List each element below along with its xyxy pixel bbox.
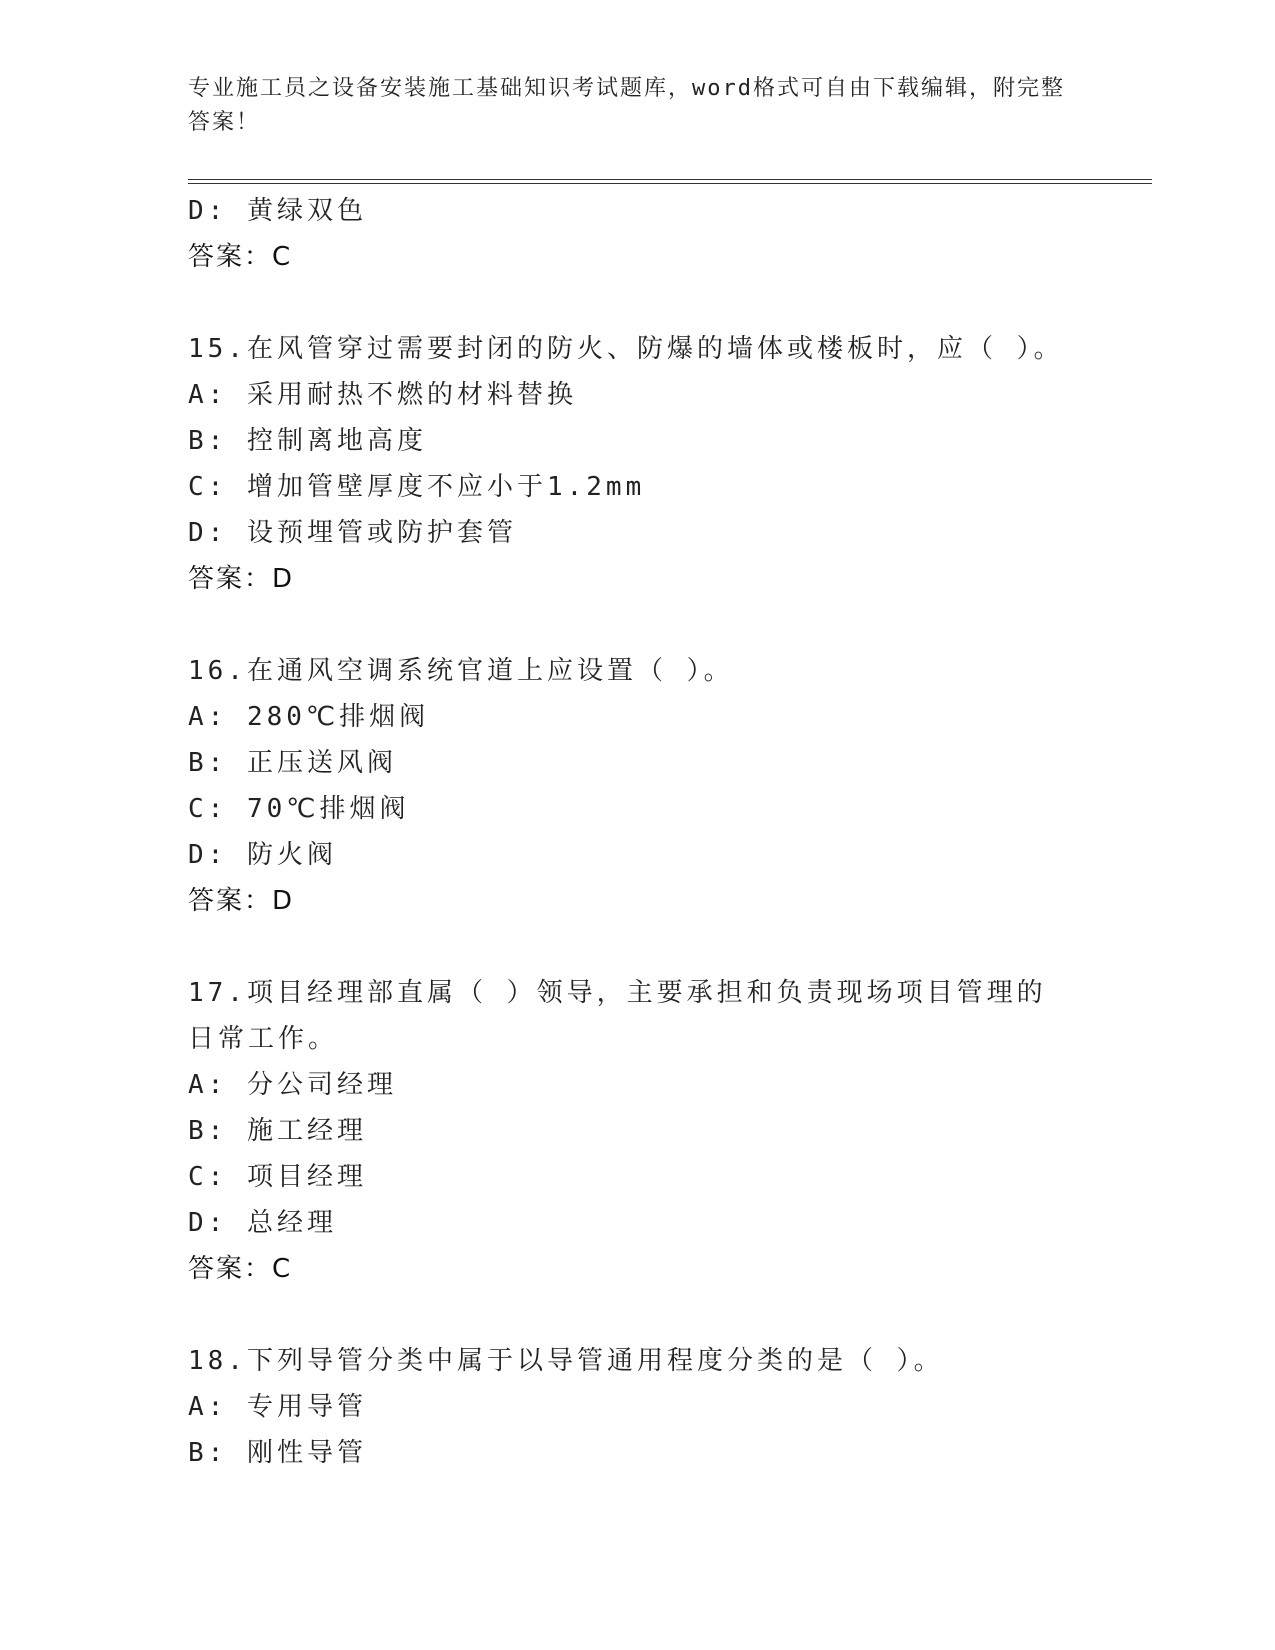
option-b: B: 控制离地高度 (188, 426, 427, 456)
option-d: D: 设预埋管或防护套管 (188, 518, 517, 548)
question-stem: 18.下列导管分类中属于以导管通用程度分类的是（ ）。 (188, 1346, 944, 1376)
option-a: A: 分公司经理 (188, 1070, 397, 1100)
answer-line: 答案：D (188, 886, 295, 916)
spacer (188, 602, 1088, 648)
option-d: D: 黄绿双色 (188, 196, 367, 226)
answer-line: 答案：C (188, 1254, 293, 1284)
header-rule-top (188, 179, 1152, 180)
answer-line: 答案：C (188, 242, 293, 272)
spacer (188, 280, 1088, 326)
option-a: A: 专用导管 (188, 1392, 367, 1422)
option-b: B: 施工经理 (188, 1116, 367, 1146)
option-c: C: 70℃排烟阀 (188, 794, 410, 824)
option-b: B: 刚性导管 (188, 1438, 367, 1468)
option-a: A: 280℃排烟阀 (188, 702, 430, 732)
spacer (188, 1292, 1088, 1338)
option-a: A: 采用耐热不燃的材料替换 (188, 380, 577, 410)
question-stem: 17.项目经理部直属（ ）领导，主要承担和负责现场项目管理的日常工作。 (188, 978, 1047, 1054)
question-stem: 16.在通风空调系统官道上应设置（ ）。 (188, 656, 734, 686)
spacer (188, 924, 1088, 970)
option-c: C: 项目经理 (188, 1162, 367, 1192)
question-15 (188, 326, 1088, 602)
option-b: B: 正压送风阀 (188, 748, 397, 778)
question-17 (188, 970, 1088, 1292)
question-list (188, 188, 1088, 1476)
question-16 (188, 648, 1088, 924)
question-stem: 15.在风管穿过需要封闭的防火、防爆的墙体或楼板时，应（ ）。 (188, 334, 1064, 364)
option-c: C: 增加管壁厚度不应小于1.2mm (188, 472, 646, 502)
header-rule-bottom (188, 183, 1152, 184)
option-d: D: 总经理 (188, 1208, 337, 1238)
answer-line: 答案：D (188, 564, 295, 594)
document-header: 专业施工员之设备安装施工基础知识考试题库，word格式可自由下载编辑，附完整答案！ (188, 76, 1065, 135)
question-18 (188, 1338, 1088, 1476)
option-d: D: 防火阀 (188, 840, 337, 870)
